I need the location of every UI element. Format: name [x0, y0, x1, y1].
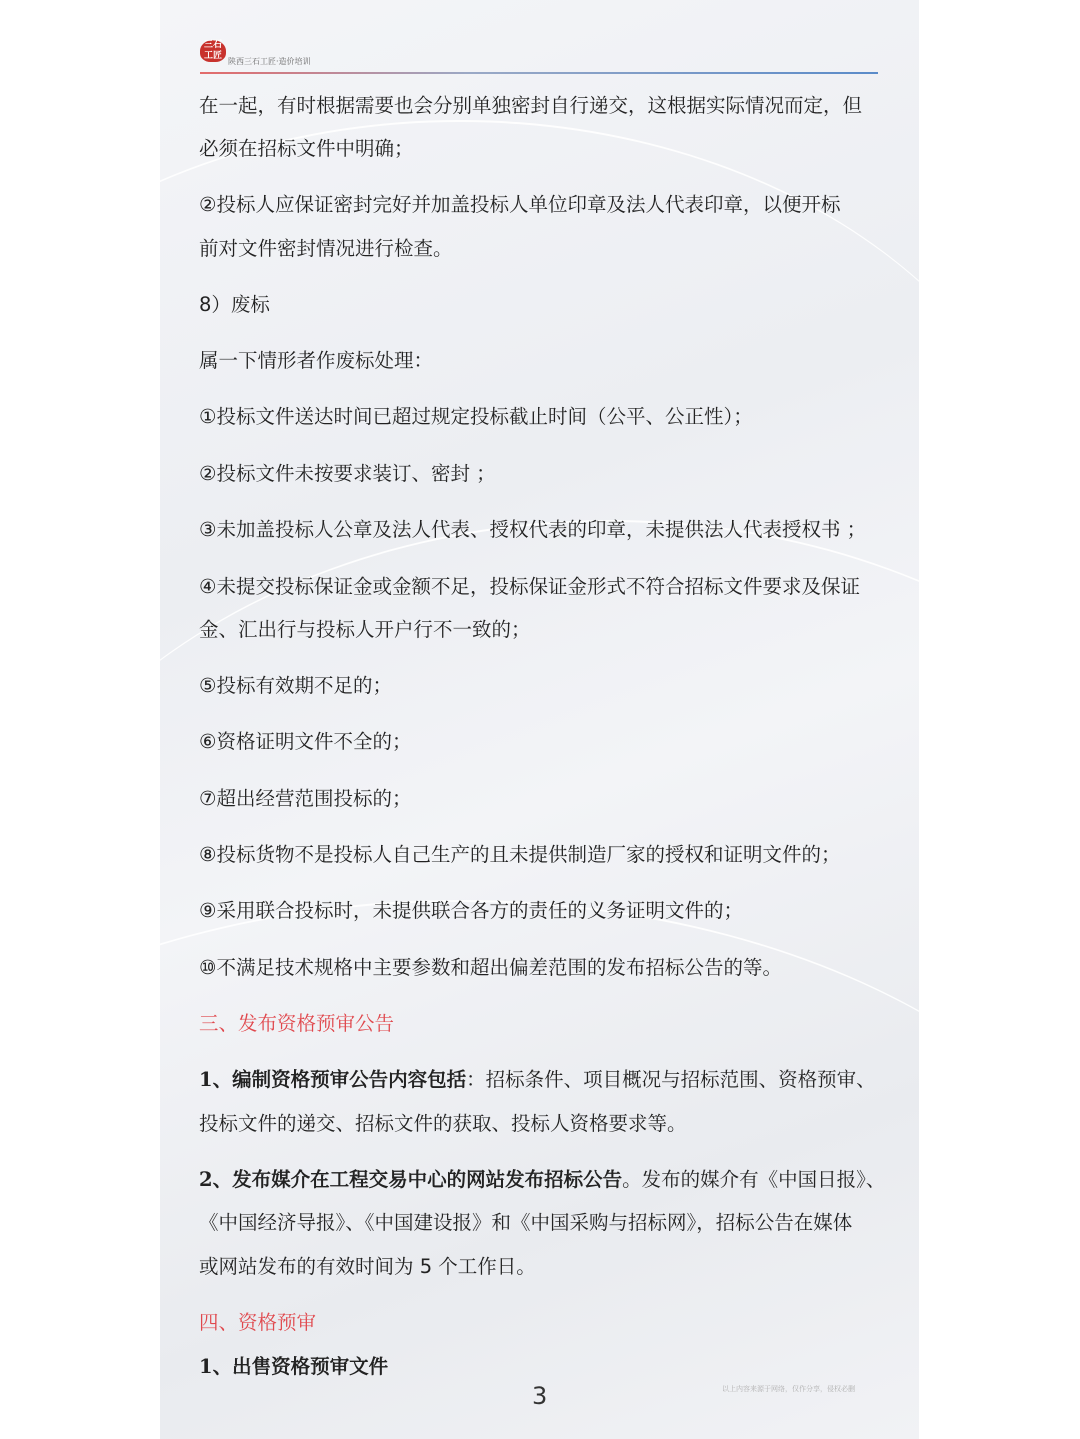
section-item — [199, 1058, 876, 1101]
list-item: ⑥资格证明文件不全的； — [199, 730, 412, 753]
list-item: ③未加盖投标人公章及法人代表、授权代表的印章，未提供法人代表授权书 ； — [199, 518, 867, 541]
body-line: ②投标人应保证密封完好并加盖投标人单位印章及法人代表印章，以便开标 — [199, 193, 841, 216]
list-item: ⑨采用联合投标时，未提供联合各方的责任的义务证明文件的； — [199, 899, 743, 922]
page-number: 3 — [532, 1382, 548, 1410]
body-line: 前对文件密封情况进行检查。 — [199, 237, 453, 260]
sub-heading: 8）废标 — [199, 293, 270, 316]
list-item: ⑧投标货物不是投标人自己生产的且未提供制造厂家的授权和证明文件的； — [199, 843, 841, 866]
section-heading: 四、资格预审 — [199, 1311, 317, 1334]
list-item: ⑦超出经营范围投标的； — [199, 787, 412, 810]
section-item-title: 2、发布媒介在工程交易中心的网站发布招标公告 — [199, 1168, 623, 1191]
body-line: 属一下情形者作废标处理： — [199, 349, 434, 372]
body-line: 投标文件的递交、招标文件的获取、投标人资格要求等。 — [199, 1112, 687, 1135]
body-line: 在一起，有时根据需要也会分别单独密封自行递交，这根据实际情况而定，但 — [199, 94, 863, 117]
section-item-title: 1、编制资格预审公告内容包括 — [199, 1068, 467, 1091]
document-page — [160, 0, 919, 1439]
section-item — [199, 1345, 388, 1388]
header-divider — [200, 72, 878, 74]
footer-note: 以上内容来源于网络，仅作分享，侵权必删 — [722, 1385, 855, 1393]
body-line: 《中国经济导报》、《中国建设报》和《中国采购与招标网》，招标公告在媒体 — [199, 1211, 853, 1234]
section-item-text: 。发布的媒介有《中国日报》、 — [622, 1168, 886, 1191]
brand-logo-icon: 三石 工匠 — [200, 40, 226, 62]
list-item: ②投标文件未按要求装订、密封 ； — [199, 462, 496, 485]
list-item: ④未提交投标保证金或金额不足，投标保证金形式不符合招标文件要求及保证 — [199, 575, 860, 598]
header-brand-text: 陕西三石工匠·造价培训 — [228, 57, 311, 66]
section-item-text: ：招标条件、项目概况与招标范围、资格预审、 — [466, 1068, 876, 1091]
list-item: ⑤投标有效期不足的； — [199, 674, 392, 697]
body-line: 必须在招标文件中明确； — [199, 137, 414, 160]
list-item: 金、汇出行与投标人开户行不一致的； — [199, 618, 531, 641]
list-item: ①投标文件送达时间已超过规定投标截止时间（公平、公正性）； — [199, 405, 753, 428]
section-item — [199, 1158, 885, 1201]
section-item-title: 1、出售资格预审文件 — [199, 1355, 389, 1378]
section-heading: 三、发布资格预审公告 — [199, 1012, 395, 1035]
list-item: ⑩不满足技术规格中主要参数和超出偏差范围的发布招标公告的等。 — [199, 956, 782, 979]
body-line: 或网站发布的有效时间为 5 个工作日。 — [199, 1255, 536, 1278]
